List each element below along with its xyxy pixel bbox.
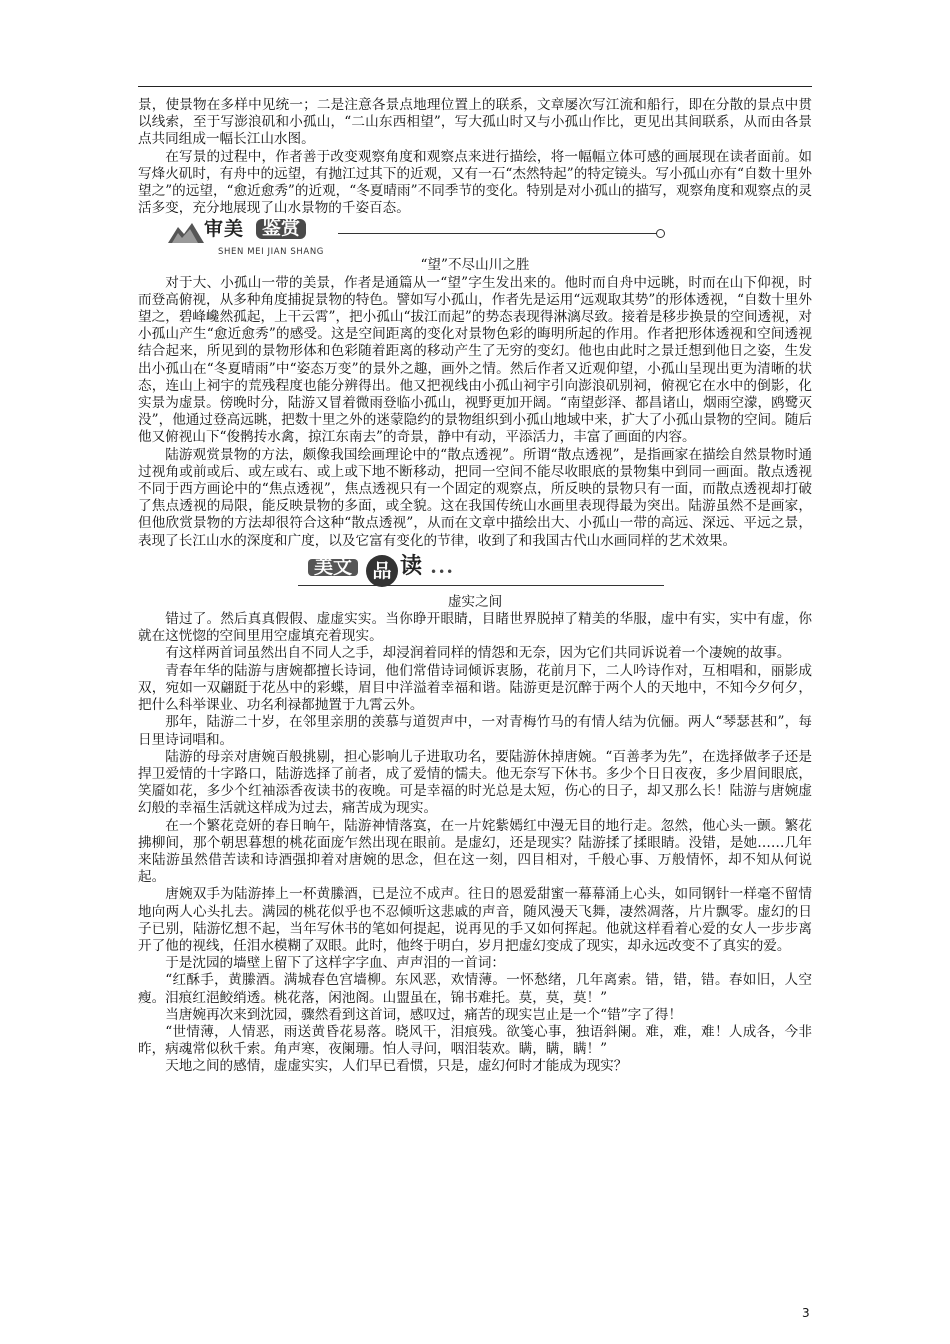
banner-dots: ••• <box>430 564 455 579</box>
banner-line <box>298 585 664 586</box>
intro-paragraph: 在写景的过程中，作者善于改变观察角度和观察点来进行描绘，将一幅幅立体可感的画展现在读者面前。如写烽火矶时，有舟中的远望，有抛江过其下的近观，又有一石“杰然特起”的特定镜头。写小孤山亦有“自数十里外望之”的远望，“愈近愈秀”的近观，“冬夏晴雨”不同季节的变化。特别是对小孤山的描写，观察角度和观察点的灵活多变，充分地展现了山水景物的千姿百态。 <box>138 148 812 217</box>
body-paragraph: 天地之间的感情，虚虚实实，人们早已看惯，只是，虚幻何时才能成为现实？ <box>165 1058 628 1075</box>
banner-label-du: 读 <box>400 553 423 579</box>
banner-label-pin: 品 <box>366 555 398 587</box>
body-paragraph: 陆游的母亲对唐婉百般挑剔，担心影响儿子进取功名，要陆游休掉唐婉。“百善孝为先”，在选择做孝子还是捍卫爱情的十字路口，陆游选择了前者，成了爱情的懦夫。他无奈写下休书。多少个日日夜夜，多少眉间眼底，笑靥如花，多少个红袖添香夜读书的夜晚。可是幸福的时光总是太短，伤心的日子，却又那么长！陆游与唐婉虚幻般的幸福生活就这样成为过去，痛苦成为现实。 <box>138 748 812 817</box>
banner-label-shenmei: 审美 <box>204 218 245 241</box>
body-paragraph: 错过了。然后真真假假、虚虚实实。当你睁开眼睛，目睹世界脱掉了精美的华服，虚中有实，实中有虚，你就在这恍惚的空间里用空虚填充着现实。 <box>138 611 812 645</box>
body-paragraph: 那年，陆游二十岁，在邻里亲朋的羡慕与道贺声中，一对青梅竹马的有情人结为伉俪。两人“琴瑟甚和”，每日里诗词唱和。 <box>138 714 812 748</box>
body-paragraph: 青春年华的陆游与唐婉都擅长诗词，他们常借诗词倾诉衷肠，花前月下，二人吟诗作对，互相唱和，丽影成双，宛如一双翩跹于花丛中的彩蝶，眉目中洋溢着幸福和谐。陆游更是沉醉于两个人的天地中，不知今夕何夕，把什么科举课业、功名利禄都抛置于九霄云外。 <box>138 662 812 714</box>
banner-label-jianshang: 鉴赏 <box>256 219 306 238</box>
body-paragraph: 当唐婉再次来到沈园，骤然看到这首词，感叹过，痛苦的现实岂止是一个“错”字了得！ <box>165 1006 683 1023</box>
banner-label-meiwen: 美文 <box>308 559 358 576</box>
body-paragraph: 在一个繁花竞妍的春日晌午，陆游神情落寞，在一片姹紫嫣红中漫无目的地行走。忽然，他心头一颤。繁花拂柳间，那个朝思暮想的桃花面庞乍然出现在眼前。是虚幻，还是现实？陆游揉了揉眼睛。没错，是她……几年来陆游虽然借苦读和诗酒强抑着对唐婉的思念，但在这一刻，四目相对，千般心事、万般情怀，却不知从何说起。 <box>138 817 812 886</box>
body-paragraph: 唐婉双手为陆游捧上一杯黄縢酒，已是泣不成声。往日的恩爱甜蜜一幕幕涌上心头，如同钢针一样毫不留情地向两人心头扎去。满园的桃花似乎也不忍倾听这悲戚的声音，随风漫天飞舞，凄然凋落，片片飘零。虚幻的日子已别，陆游忆想不起，当年写休书的笔如何提起，说再见的手又如何挥起。他就这样看着心爱的女人一步步离开了他的视线，任泪水模糊了双眼。此时，他终于明白，岁月把虚幻变成了现实，却永远改变不了真实的爱。 <box>138 886 812 954</box>
body-paragraph: 有这样两首词虽然出自不同人之手，却浸润着同样的情怨和无奈，因为它们共同诉说着一个凄婉的故事。 <box>165 645 791 662</box>
intro-paragraph: 景，使景物在多样中见统一；二是注意各景点地理位置上的联系，文章屡次写江流和船行，即在分散的景点中贯以线索，至于写澎浪矶和小孤山，“二山东西相望”，写大孤山时又与小孤山作比，更见出其间联系，从而由各景点共同组成一幅长江山水图。 <box>138 97 812 148</box>
page-number: 3 <box>802 1306 810 1320</box>
banner-dot <box>656 229 665 238</box>
body-paragraph: 对于大、小孤山一带的美景，作者是通篇从一“望”字生发出来的。他时而自舟中远眺，时而在山下仰视，时而登高俯视，从多种角度捕捉景物的特色。譬如写小孤山，作者先是运用“远观取其势”的形体透视，“自数十里外望之，碧峰巉然孤起，上干云霄”，把小孤山“拔江而起”的势态表现得淋漓尽致。接着是移步换景的空间透视，对小孤山产生“愈近愈秀”的感受。这是空间距离的变化对景物色彩的晦明所起的作用。作者把形体透视和空间透视结合起来，所见到的景物形体和色彩随着距离的移动产生了无穷的变幻。他也由此时之景迁想到他日之姿，生发出小孤山在“冬夏晴雨”中“姿态万变”的景外之趣，画外之情。然后作者又近观仰望，小孤山呈现出更为清晰的状态，连山上祠宇的荒残程度也能分辨得出。他又把视线由小孤山祠宇引向澎浪矶别祠，俯视它在水中的倒影，化实景为虚景。傍晚时分，陆游又冒着微雨登临小孤山，视野更加开阔。“南望彭泽、都昌诸山，烟雨空濛，鸥鹭灭没”，他通过登高远眺，把数十里之外的迷蒙隐约的景物组织到小孤山地域中来，扩大了小孤山景物的空间。随后他又俯视山下“俊鹘抟水禽，掠江东南去”的奇景，静中有动，平添活力，丰富了画面的内容。 <box>138 274 812 446</box>
body-paragraph: 陆游观赏景物的方法，颇像我国绘画理论中的“散点透视”。所谓“散点透视”，是指画家在描绘自然景物时通过视角或前或后、或左或右、或上或下地不断移动，把同一空间不能尽收眼底的景物集中到同一画面。散点透视不同于西方画论中的“焦点透视”，焦点透视只有一个固定的观察点，所反映的景物只有一面，而散点透视却打破了焦点透视的局限，能反映景物的多面，或全貌。这在我国传统山水画里表现得最为突出。陆游虽然不是画家，但他欣赏景物的方法却很符合这种“散点透视”，从而在文章中描绘出大、小孤山一带的高远、深远、平远之景，表现了长江山水的深度和广度，以及它富有变化的节律，收到了和我国古代山水画同样的艺术效果。 <box>138 446 812 549</box>
body-paragraph: 于是沈园的墙壁上留下了这样字字血、声声泪的一首词： <box>165 955 506 972</box>
section-banner-aesthetic <box>138 219 812 257</box>
page-content <box>138 97 812 1076</box>
poem-paragraph: “世情薄，人情恶，雨送黄昏花易落。晓风干，泪痕残。欲笺心事，独语斜阑。难，难，难！人成各，今非昨，病魂常似秋千索。角声寒，夜阑珊。怕人寻问，咽泪装欢。瞒，瞒，瞒！” <box>138 1023 812 1058</box>
header-rule <box>138 86 812 87</box>
banner-line <box>338 233 658 234</box>
banner-pinyin: SHEN MEI JIAN SHANG <box>218 247 324 258</box>
mountain-icon <box>168 221 204 243</box>
section-title: 虚实之间 <box>447 593 503 610</box>
section-banner-reading <box>138 554 812 594</box>
poem-paragraph: “红酥手，黄縢酒。满城春色宫墙柳。东风恶，欢情薄。一怀愁绪，几年离索。错，错，错。春如旧，人空瘦。泪痕红浥鲛绡透。桃花落，闲池阁。山盟虽在，锦书难托。莫，莫，莫！” <box>138 972 812 1006</box>
section-title: “望”不尽山川之胜 <box>420 257 530 274</box>
